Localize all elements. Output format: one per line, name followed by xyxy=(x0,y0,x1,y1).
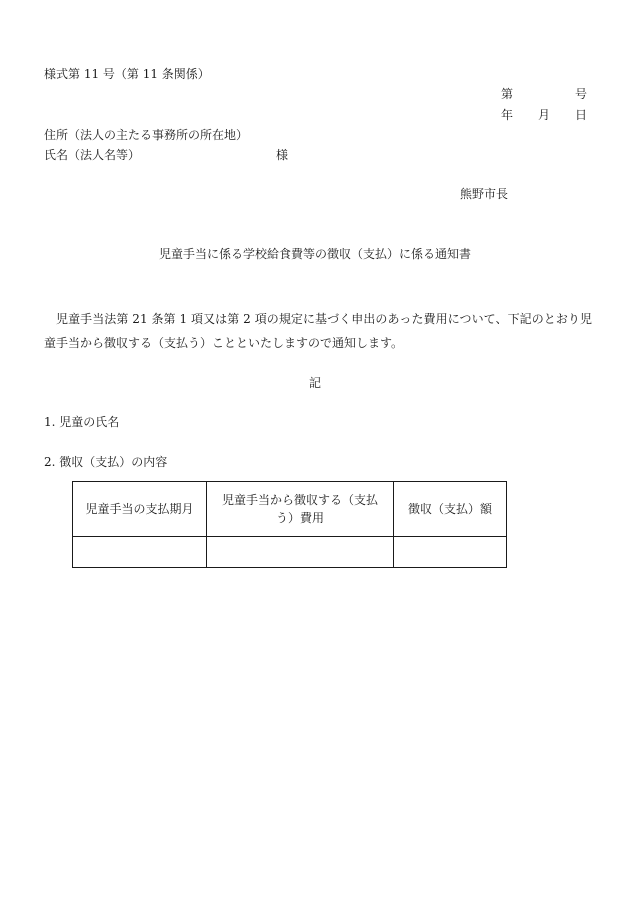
cell-collected-expense xyxy=(207,537,394,568)
document-number-suffix: 号 xyxy=(575,87,588,101)
table-header-row xyxy=(73,482,507,537)
header-payment-month: 児童手当の支払期月 xyxy=(73,482,207,537)
header-collected-expense: 児童手当から徴収する（支払う）費用 xyxy=(207,482,394,537)
issuer-name: 熊野市長 xyxy=(460,187,509,201)
cell-collected-amount xyxy=(394,537,507,568)
recipient-name-label: 氏名（法人名等） xyxy=(44,148,141,162)
document-body-text: 児童手当法第 21 条第 1 項又は第 2 項の規定に基づく申出のあった費用について、下記のとおり児童手当から徴収する（支払う）ことといたしますので通知します。 xyxy=(44,312,592,350)
ki-heading: 記 xyxy=(308,376,321,390)
date-month-label: 月 xyxy=(538,108,551,122)
form-number-label: 様式第 11 号（第 11 条関係） xyxy=(44,67,210,81)
table-row xyxy=(73,537,507,568)
collection-details-table xyxy=(72,481,507,568)
recipient-honorific: 様 xyxy=(276,148,289,162)
document-number-prefix: 第 xyxy=(501,87,514,101)
date-year-label: 年 xyxy=(501,108,514,122)
date-day-label: 日 xyxy=(575,108,588,122)
recipient-address-label: 住所（法人の主たる事務所の所在地） xyxy=(44,128,249,142)
document-title: 児童手当に係る学校給食費等の徴収（支払）に係る通知書 xyxy=(158,247,471,261)
cell-payment-month xyxy=(73,537,207,568)
header-collected-amount: 徴収（支払）額 xyxy=(394,482,507,537)
item-child-name: 1. 児童の氏名 xyxy=(44,415,120,429)
item-collection-details: 2. 徴収（支払）の内容 xyxy=(44,455,168,469)
